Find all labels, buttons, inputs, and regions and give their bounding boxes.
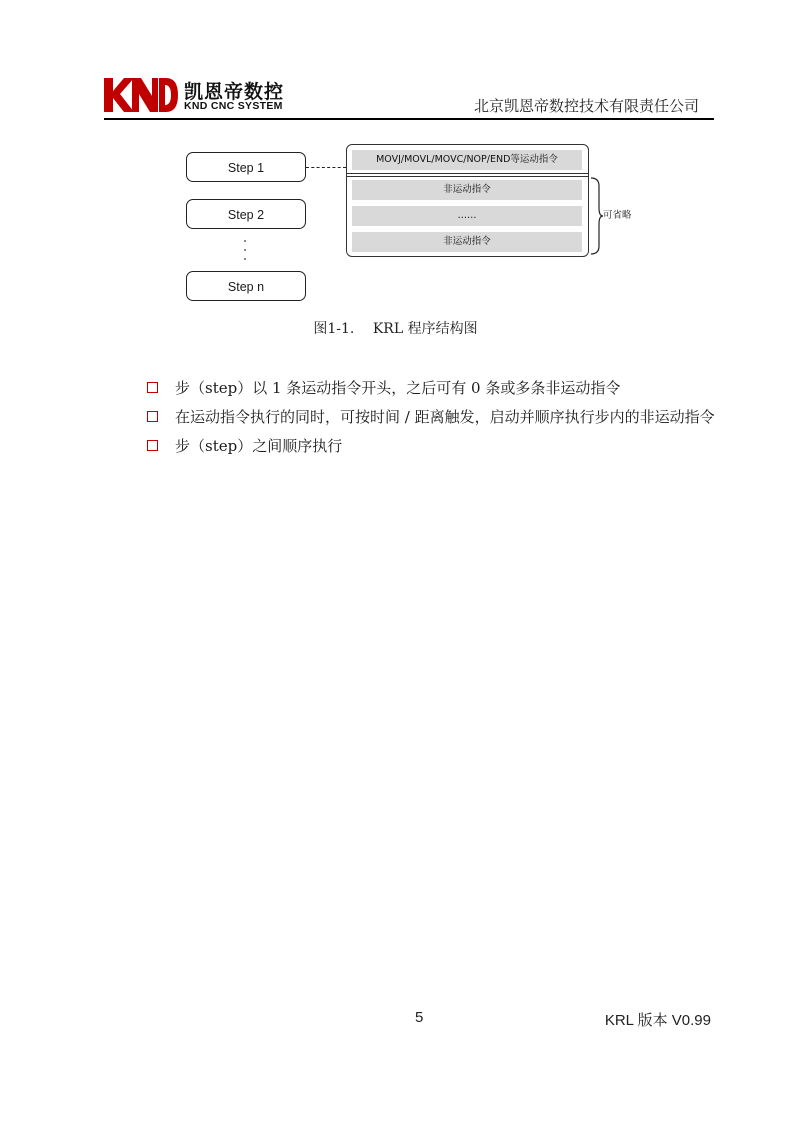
list-item <box>146 432 716 461</box>
header-divider <box>104 118 714 120</box>
page-header <box>0 0 791 130</box>
bullet-list <box>146 374 716 461</box>
knd-logo-mark-icon <box>104 78 178 112</box>
non-motion-instruction-row: 非运动指令 <box>352 180 582 200</box>
logo-chinese-text: 凯恩帝数控 <box>184 81 285 103</box>
checkbox-bullet-icon <box>147 382 158 393</box>
list-item-text: 步（step）以 1 条运动指令开头，之后可有 0 条或多条非运动指令 <box>175 379 621 397</box>
vertical-ellipsis-icon <box>243 238 247 262</box>
company-name: 北京凯恩帝数控技术有限责任公司 <box>473 97 699 115</box>
checkbox-bullet-icon <box>147 440 158 451</box>
step-box-n: Step n <box>186 271 306 301</box>
motion-instruction-row: MOVJ/MOVL/MOVC/NOP/END等运动指令 <box>352 150 582 170</box>
checkbox-bullet-icon <box>147 411 158 422</box>
version-label: KRL 版本 V0.99 <box>604 1012 711 1029</box>
optional-label: 可省略 <box>603 210 632 221</box>
list-item-text: 步（step）之间顺序执行 <box>175 437 343 455</box>
step-box-2: Step 2 <box>186 199 306 229</box>
dashed-connector <box>306 167 346 168</box>
non-motion-instruction-row: 非运动指令 <box>352 232 582 252</box>
logo-english-text: KND CNC SYSTEM <box>184 100 283 112</box>
list-item <box>146 403 716 432</box>
step-content-container <box>346 144 589 257</box>
list-item <box>146 374 716 403</box>
program-structure-diagram <box>185 140 635 310</box>
figure-caption: 图1-1. KRL 程序结构图 <box>313 321 478 337</box>
knd-logo <box>104 76 304 116</box>
page-number: 5 <box>415 1009 424 1026</box>
list-item-text: 在运动指令执行的同时，可按时间 / 距离触发，启动并顺序执行步内的非运动指令 <box>175 408 715 426</box>
right-brace-icon <box>590 177 604 255</box>
ellipsis-row: …… <box>352 206 582 226</box>
divider-line <box>347 176 588 177</box>
divider-line <box>347 173 588 174</box>
step-box-1: Step 1 <box>186 152 306 182</box>
